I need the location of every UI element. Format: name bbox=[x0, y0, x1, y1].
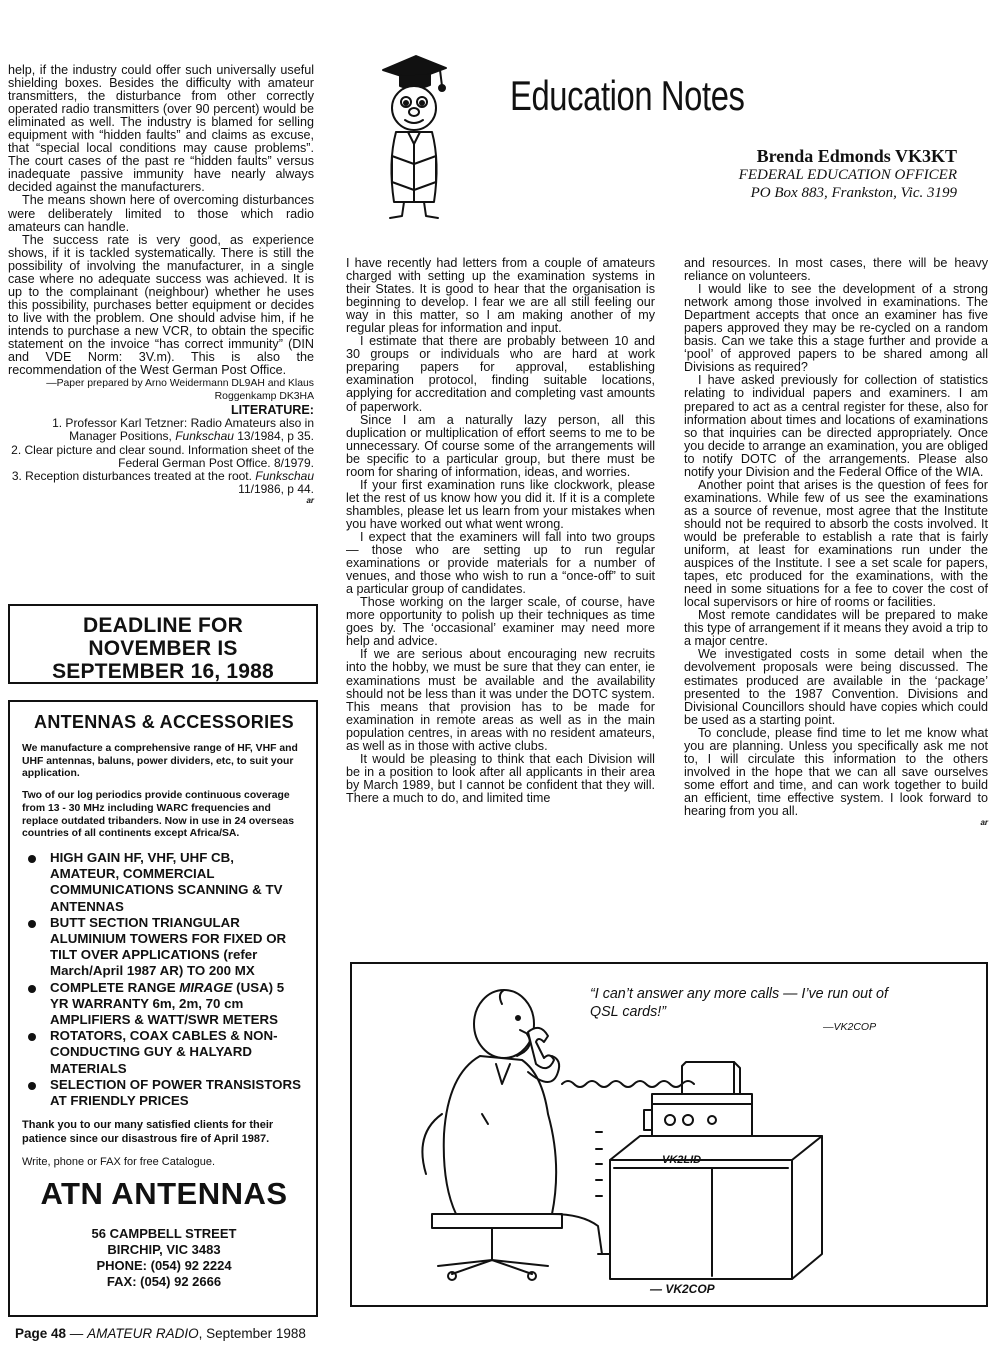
cartoon-caption: “I can’t answer any more calls — I’ve run out of QSL cards!” bbox=[590, 986, 888, 1020]
magazine-name: AMATEUR RADIO bbox=[87, 1326, 199, 1341]
right-paragraph-4: Another point that arises is the question of fees for examinations. While few of us see the examinations as a source of revenue, most agree that the Institute should not be required to absorb the costs involved. It would be preferable to establish a rate that is fairly uniform, at least for examinations run under the auspices of the Institute. I see a set scale for papers, tapes, etc produced for the examinations, with the need in some situations for a fee to cover the cost of local supervisors or hire of rooms or facilities. bbox=[684, 477, 988, 610]
middle-paragraph-8: It would be pleasing to think that each Division will be in a position to look after all applicants in their area by March 1989, but I cannot be confident that they will. There a much to do, and limited time bbox=[346, 751, 655, 805]
author-name: Brenda Edmonds VK3KT bbox=[756, 146, 957, 166]
desk-label: VK2LID bbox=[662, 1154, 702, 1166]
deadline-line-3: SEPTEMBER 16, 1988 bbox=[52, 660, 274, 683]
right-end-mark: ar bbox=[980, 818, 988, 828]
page-footer bbox=[15, 1326, 306, 1341]
ad-phone: PHONE: (054) 92 2224 bbox=[96, 1257, 232, 1273]
middle-paragraph-5: I expect that the examiners will fall into two groups — those who are setting up to run regular examinations or provide materials for a number of venues, and those who wish to run a “once-off” to suit a particular group of candidates. bbox=[346, 529, 655, 597]
ad-product-list bbox=[22, 850, 306, 1109]
footer-dash: — bbox=[66, 1326, 88, 1341]
ad-address-2: BIRCHIP, VIC 3483 bbox=[107, 1241, 221, 1257]
ad-title: ANTENNAS & ACCESSORIES bbox=[34, 712, 294, 732]
middle-paragraph-4: If your first examination runs like clockwork, please let the rest of us know how you did it. If it is a complete shambles, please let us learn from your mistakes when you have worked out what went wrong. bbox=[346, 477, 655, 531]
ad-thanks: Thank you to our many satisfied clients for their patience since our disastrous fire of April 1987. bbox=[22, 1119, 274, 1145]
ad-fax: FAX: (054) 92 2666 bbox=[106, 1273, 222, 1289]
page-number: Page 48 bbox=[15, 1326, 67, 1341]
author-address: PO Box 883, Frankston, Vic. 3199 bbox=[750, 185, 957, 201]
left-paragraph-2: The means shown here of overcoming disturbances were deliberately limited to those which radio amateurs can handle. bbox=[8, 193, 314, 234]
middle-paragraph-7: If we are serious about encouraging new recruits into the hobby, we must be sure that they can enter, ie examinations must be available and the availability should not be less than it was under the DOTC system. This means that provision has to be made for examination in remote areas as well as in the main population centres, in areas with no resident amateurs, as well as in those with active clubs. bbox=[346, 647, 655, 753]
cartoon-signature: —VK2COP bbox=[823, 1021, 877, 1033]
right-paragraph-6: We investigated costs in some detail when the devolvement proposals were being discussed. The estimates produced are available in the ‘package’ presented to the 1987 Convention. Divisions and Divisional Councillors should have copies which could be used as a starting point. bbox=[684, 647, 988, 727]
reference-2: 2. Clear picture and clear sound. Information sheet of the Federal German Post Office. 8/1979. bbox=[11, 442, 314, 470]
graduate-mascot-illustration bbox=[378, 52, 448, 224]
deadline-box bbox=[8, 604, 318, 684]
right-paragraph-2: I would like to see the development of a strong network among those involved in examinations. The Department accepts that once an examiner has five papers approved they may be re-cycled on a random basis. Can we take this a stage further and provide a ‘pool’ of approved papers to be shared among all Divisions as required? bbox=[684, 282, 988, 375]
author-role: FEDERAL EDUCATION OFFICER bbox=[738, 167, 957, 183]
reference-1: 1. Professor Karl Tetzner: Radio Amateurs also in Manager Positions, Funkschau 13/1984, p 35. bbox=[52, 416, 314, 444]
deadline-line-1: DEADLINE FOR bbox=[83, 614, 243, 637]
ad-item-3: COMPLETE RANGE MIRAGE (USA) 5 YR WARRANTY 6m, 2m, 70 cm AMPLIFIERS & WATT/SWR METERS bbox=[22, 980, 306, 1029]
article-credit: —Paper prepared by Arno Weidermann DL9AH and Klaus Roggenkamp DK3HA bbox=[46, 378, 314, 402]
right-paragraph-5: Most remote candidates will be prepared to make this type of arrangement if it means they avoid a trip to a major centre. bbox=[684, 608, 988, 649]
right-article-column bbox=[684, 257, 988, 828]
author-block bbox=[640, 146, 957, 202]
left-paragraph-3: The success rate is very good, as experience shows, if it is tackled systematically. There is still the possibility of involving the manufacturer, in a single case where no adequate success was achieved. It is up to the complainant (neighbour) whether he uses this possibility, purchases better equipment or decides to live with the problem. One should advise him, if he intends to purchase a new VCR, to obtain the specific statement on the invoice “has correct immunity” (DIN and VDE Norm: 3V.m). This is also the recommendation of the West German Post Office. bbox=[8, 232, 314, 378]
section-title: Education Notes bbox=[510, 72, 745, 119]
ad-item-4: ROTATORS, COAX CABLES & NON-CONDUCTING GUY & HALYARD MATERIALS bbox=[22, 1028, 306, 1077]
literature-heading: LITERATURE: bbox=[230, 403, 314, 418]
issue-date: , September 1988 bbox=[198, 1326, 306, 1341]
right-paragraph-3: I have asked previously for collection of statistics relating to individual papers and examiners. I am prepared to act as a central register for these, also for information about times and locations of examinations so that inquiries can be directed appropriately. Once you decide to arrange an examination, you are obliged to notify DOTC of the arrangements. Please also notify your Division and the Federal Office of the WIA. bbox=[684, 373, 988, 479]
left-paragraph-1: help, if the industry could offer such universally useful shielding boxes. Besides the difficulty with amateur transmitters, the disturbance from other correctly operated radio transmitters (over 90 percent) would be eliminated as well. The industry is blamed for selling equipment with “hidden faults” and claims as excuse, that “special local conditions may cause problems”. The court cases of the past re “hidden faults” versus inadequate passive immunity have nearly always decided against the manufacturers. bbox=[8, 63, 314, 195]
ad-write: Write, phone or FAX for free Catalogue. bbox=[22, 1156, 216, 1169]
ad-intro-1: We manufacture a comprehensive range of HF, VHF and UHF antennas, baluns, power dividers, etc, to suit your application. bbox=[22, 743, 298, 780]
middle-paragraph-2: I estimate that there are probably between 10 and 30 groups or individuals who are hard at work preparing papers for approval, establishing examination protocol, finding suitable locations, applying for accreditation and completing vast amounts of paperwork. bbox=[346, 334, 655, 414]
right-paragraph-7: To conclude, please find time to let me know what you are planning. Unless you specifically ask me not to, I will circulate this information to the others involved in the hope that we can all save ourselves some effort and time, and can work together to build an efficient, time effective system. I look forward to hearing from you all. bbox=[684, 725, 988, 818]
ad-brand: ATN ANTENNAS bbox=[40, 1175, 288, 1211]
end-mark: ar bbox=[306, 496, 314, 506]
ad-item-1: HIGH GAIN HF, VHF, UHF CB, AMATEUR, COMMERCIAL COMMUNICATIONS SCANNING & TV ANTENNAS bbox=[22, 850, 306, 915]
right-paragraph-1: and resources. In most cases, there will be heavy reliance on volunteers. bbox=[684, 256, 988, 284]
middle-article-column bbox=[346, 257, 655, 805]
middle-paragraph-1: I have recently had letters from a couple of amateurs charged with setting up the examination systems in their States. It is good to hear that the organisation is beginning to develop. I fear we are all still feeling our way in this matter, so I am making another of my regular pleas for information and input. bbox=[346, 256, 655, 336]
ad-item-2: BUTT SECTION TRIANGULAR ALUMINIUM TOWERS FOR FIXED OR TILT OVER APPLICATIONS (refer March/April 1987 AR) TO 200 MX bbox=[22, 915, 306, 980]
ad-intro-2: Two of our log periodics provide continuous coverage from 13 - 30 MHz including WARC frequencies and replace outdated tribanders. Now in use in 24 overseas countries of all continents except Africa/SA. bbox=[22, 790, 294, 840]
ad-address-1: 56 CAMPBELL STREET bbox=[91, 1225, 237, 1241]
reference-3: 3. Reception disturbances treated at the root. Funkschau 11/1986, p 44. bbox=[11, 468, 314, 497]
drawn-signature: — VK2COP bbox=[650, 1282, 715, 1296]
middle-paragraph-6: Those working on the larger scale, of course, have more opportunity to polish up their techniques as time goes by. The ‘occasional’ examiner may need more help and advice. bbox=[346, 595, 655, 649]
atn-advertisement bbox=[8, 700, 318, 1317]
left-article-column bbox=[8, 64, 314, 506]
middle-paragraph-3: Since I am a naturally lazy person, all this duplication or multiplication of effort seems to me to be unnecessary. Of course some of the arrangements will be specific to a particular group, but there must be room for sharing of information, ideas, and worries. bbox=[346, 412, 655, 479]
ad-item-5: SELECTION OF POWER TRANSISTORS AT FRIENDLY PRICES bbox=[22, 1077, 306, 1109]
deadline-line-2: NOVEMBER IS bbox=[88, 637, 238, 660]
